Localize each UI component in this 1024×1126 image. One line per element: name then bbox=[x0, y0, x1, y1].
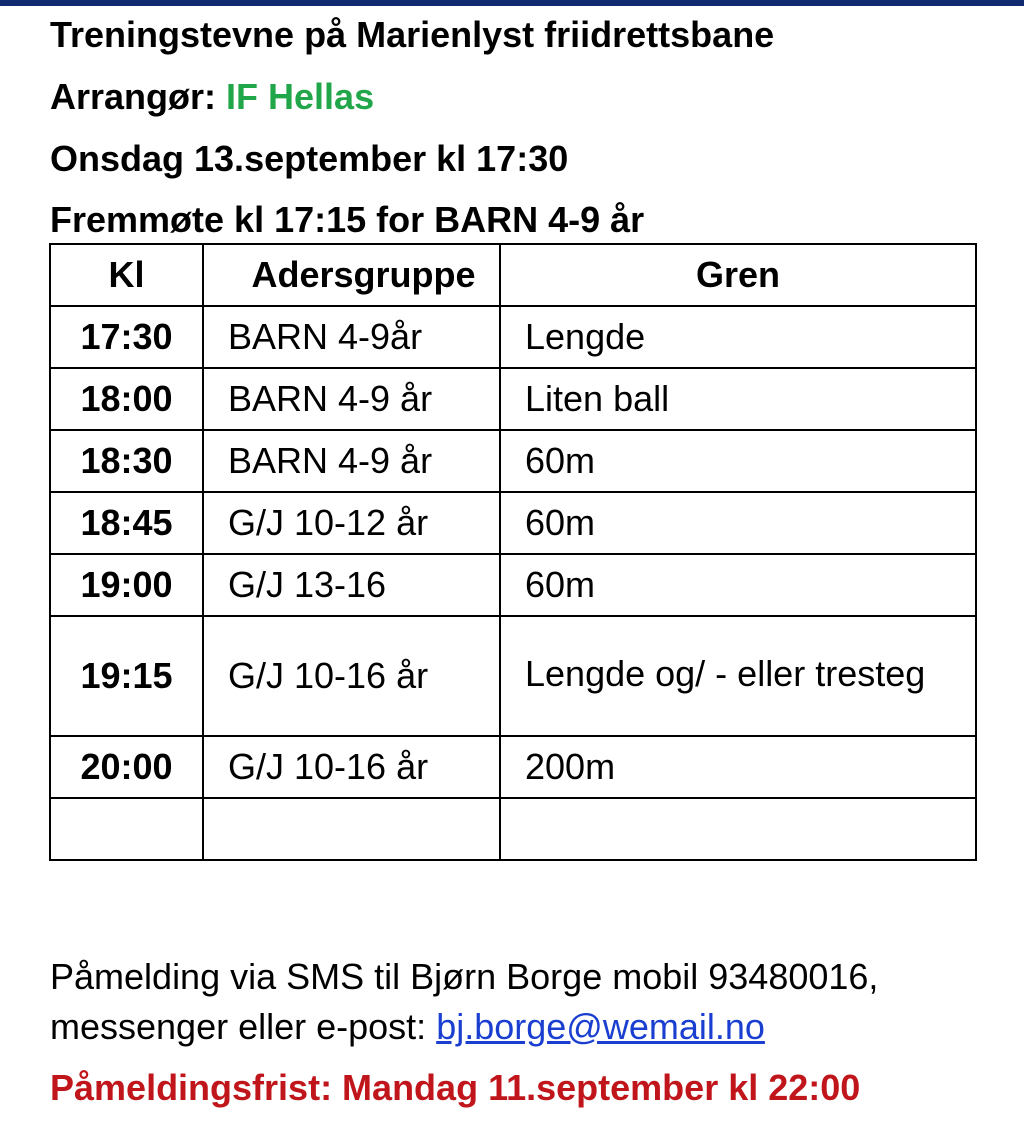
table-row bbox=[50, 306, 976, 368]
page-title: Treningstevne på Marienlyst friidrettsbane bbox=[50, 14, 775, 55]
organizer-name: IF Hellas bbox=[226, 76, 375, 117]
table-row-empty bbox=[50, 798, 976, 860]
table-row bbox=[50, 736, 976, 798]
table-row bbox=[50, 492, 976, 554]
table-row bbox=[50, 430, 976, 492]
row-event: Lengde og/ - eller tresteg bbox=[500, 616, 976, 736]
row-time: 18:30 bbox=[50, 430, 203, 492]
row-event: 60m bbox=[500, 554, 976, 616]
registration-line-sms: Påmelding via SMS til Bjørn Borge mobil 93480016, bbox=[50, 956, 879, 997]
table-row bbox=[50, 616, 976, 736]
meetup-time: Fremmøte kl 17:15 for BARN 4-9 år bbox=[50, 199, 645, 240]
row-event: Lengde bbox=[500, 306, 976, 368]
row-event: Liten ball bbox=[500, 368, 976, 430]
event-date: Onsdag 13.september kl 17:30 bbox=[50, 138, 569, 179]
row-event: 60m bbox=[500, 492, 976, 554]
column-header-age-group: Adersgruppe bbox=[203, 244, 500, 306]
row-time: 19:00 bbox=[50, 554, 203, 616]
registration-deadline: Påmeldingsfrist: Mandag 11.september kl 22:00 bbox=[50, 1067, 861, 1108]
registration-info bbox=[50, 952, 878, 1052]
row-age-group: G/J 10-12 år bbox=[203, 492, 500, 554]
table-header-row bbox=[50, 244, 976, 306]
row-age-group: BARN 4-9år bbox=[203, 306, 500, 368]
row-time: 20:00 bbox=[50, 736, 203, 798]
row-time bbox=[50, 798, 203, 860]
row-time: 17:30 bbox=[50, 306, 203, 368]
schedule-table bbox=[49, 243, 977, 861]
row-age-group: G/J 13-16 bbox=[203, 554, 500, 616]
column-header-time: Kl bbox=[50, 244, 203, 306]
organizer-label: Arrangør: bbox=[50, 76, 217, 117]
row-age-group: BARN 4-9 år bbox=[203, 430, 500, 492]
table-row bbox=[50, 368, 976, 430]
top-bar bbox=[0, 0, 1024, 6]
row-age-group: G/J 10-16 år bbox=[203, 616, 500, 736]
organizer-line bbox=[50, 77, 374, 117]
registration-email-prefix: messenger eller e-post: bbox=[50, 1006, 427, 1047]
column-header-event: Gren bbox=[500, 244, 976, 306]
row-age-group: G/J 10-16 år bbox=[203, 736, 500, 798]
row-age-group: BARN 4-9 år bbox=[203, 368, 500, 430]
row-event bbox=[500, 798, 976, 860]
email-link[interactable]: bj.borge@wemail.no bbox=[436, 1006, 765, 1047]
row-event: 200m bbox=[500, 736, 976, 798]
row-age-group bbox=[203, 798, 500, 860]
row-time: 18:00 bbox=[50, 368, 203, 430]
row-time: 19:15 bbox=[50, 616, 203, 736]
row-time: 18:45 bbox=[50, 492, 203, 554]
row-event: 60m bbox=[500, 430, 976, 492]
table-row bbox=[50, 554, 976, 616]
registration-line-email bbox=[50, 1002, 878, 1052]
